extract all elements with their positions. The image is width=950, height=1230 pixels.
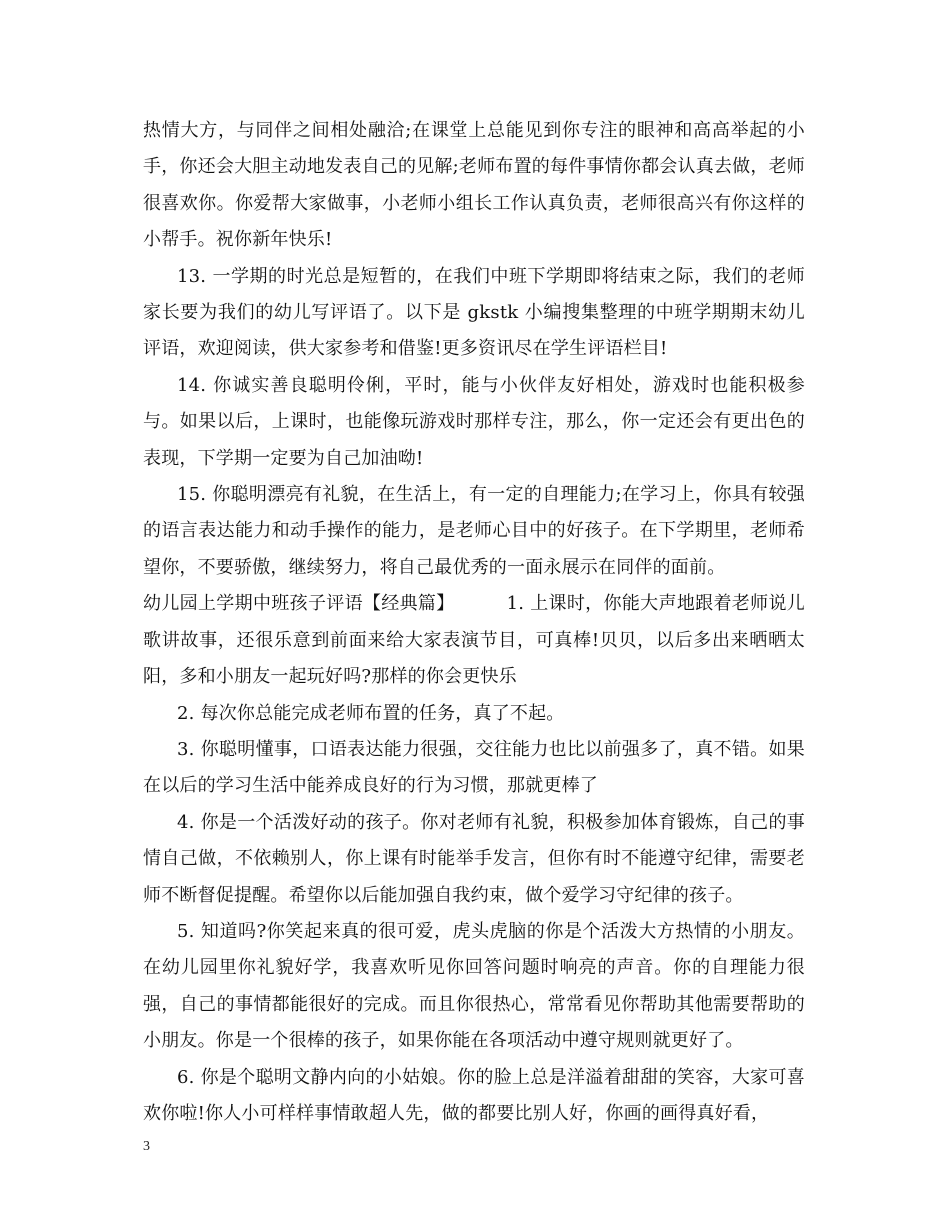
paragraph-item-13: 13. 一学期的时光总是短暂的，在我们中班下学期即将结束之际，我们的老师家长要为我们的幼儿写评语了。以下是 gkstk 小编搜集整理的中班学期期末幼儿评语，欢迎阅读，供大家参考和借鉴!更多资讯尽在学生评语栏目! [143, 265, 805, 360]
paragraph-item-3: 3. 你聪明懂事，口语表达能力很强，交往能力也比以前强多了，真不错。如果在以后的学习生活中能养成良好的行为习惯，那就更棒了 [143, 738, 805, 797]
paragraph-item-15: 15. 你聪明漂亮有礼貌，在生活上，有一定的自理能力;在学习上，你具有较强的语言表达能力和动手操作的能力，是老师心目中的好孩子。在下学期里，老师希望你，不要骄傲，继续努力，将自己最优秀的一面永展示在同伴的面前。 [143, 484, 805, 578]
paragraph-continuation: 热情大方，与同伴之间相处融洽;在课堂上总能见到你专注的眼神和高高举起的小手，你还会大胆主动地发表自己的见解;老师布置的每件事情你都会认真去做，老师很喜欢你。你爱帮大家做事，小老师小组长工作认真负责，老师很高兴有你这样的小帮手。祝你新年快乐! [143, 120, 805, 251]
section-paragraph [143, 586, 805, 695]
paragraph-item-5: 5. 知道吗?你笑起来真的很可爱，虎头虎脑的你是个活泼大方热情的小朋友。在幼儿园里你礼貌好学，我喜欢听见你回答问题时响亮的声音。你的自理能力很强，自己的事情都能很好的完成。而且你很热心，常常看见你帮助其他需要帮助的小朋友。你是一个很棒的孩子，如果你能在各项活动中遵守规则就更好了。 [143, 920, 805, 1052]
section-heading: 幼儿园上学期中班孩子评语【经典篇】 [143, 593, 455, 615]
paragraph-item-2: 2. 每次你总能完成老师布置的任务，真了不起。 [177, 702, 565, 724]
paragraph-item-14: 14. 你诚实善良聪明伶俐，平时，能与小伙伴友好相处，游戏时也能积极参与。如果以后，上课时，也能像玩游戏时那样专注，那么，你一定还会有更出色的表现，下学期一定要为自己加油呦! [143, 374, 805, 469]
page-number: 3 [143, 1139, 150, 1154]
paragraph-item-4: 4. 你是一个活泼好动的孩子。你对老师有礼貌，积极参加体育锻炼，自己的事情自己做，不依赖别人，你上课有时能举手发言，但你有时不能遵守纪律，需要老师不断督促提醒。希望你以后能加强自我约束，做个爱学习守纪律的孩子。 [143, 811, 805, 906]
paragraph-item-1: 1. 上课时，你能大声地跟着老师说儿歌讲故事，还很乐意到前面来给大家表演节目，可真棒!贝贝，以后多出来晒晒太阳，多和小朋友一起玩好吗?那样的你会更快乐 [143, 593, 805, 688]
paragraph-item-6: 6. 你是个聪明文静内向的小姑娘。你的脸上总是洋溢着甜甜的笑容，大家可喜欢你啦!你人小可样样事情敢超人先，做的都要比别人好，你画的画得真好看， [143, 1066, 805, 1124]
document-body [143, 113, 805, 1132]
